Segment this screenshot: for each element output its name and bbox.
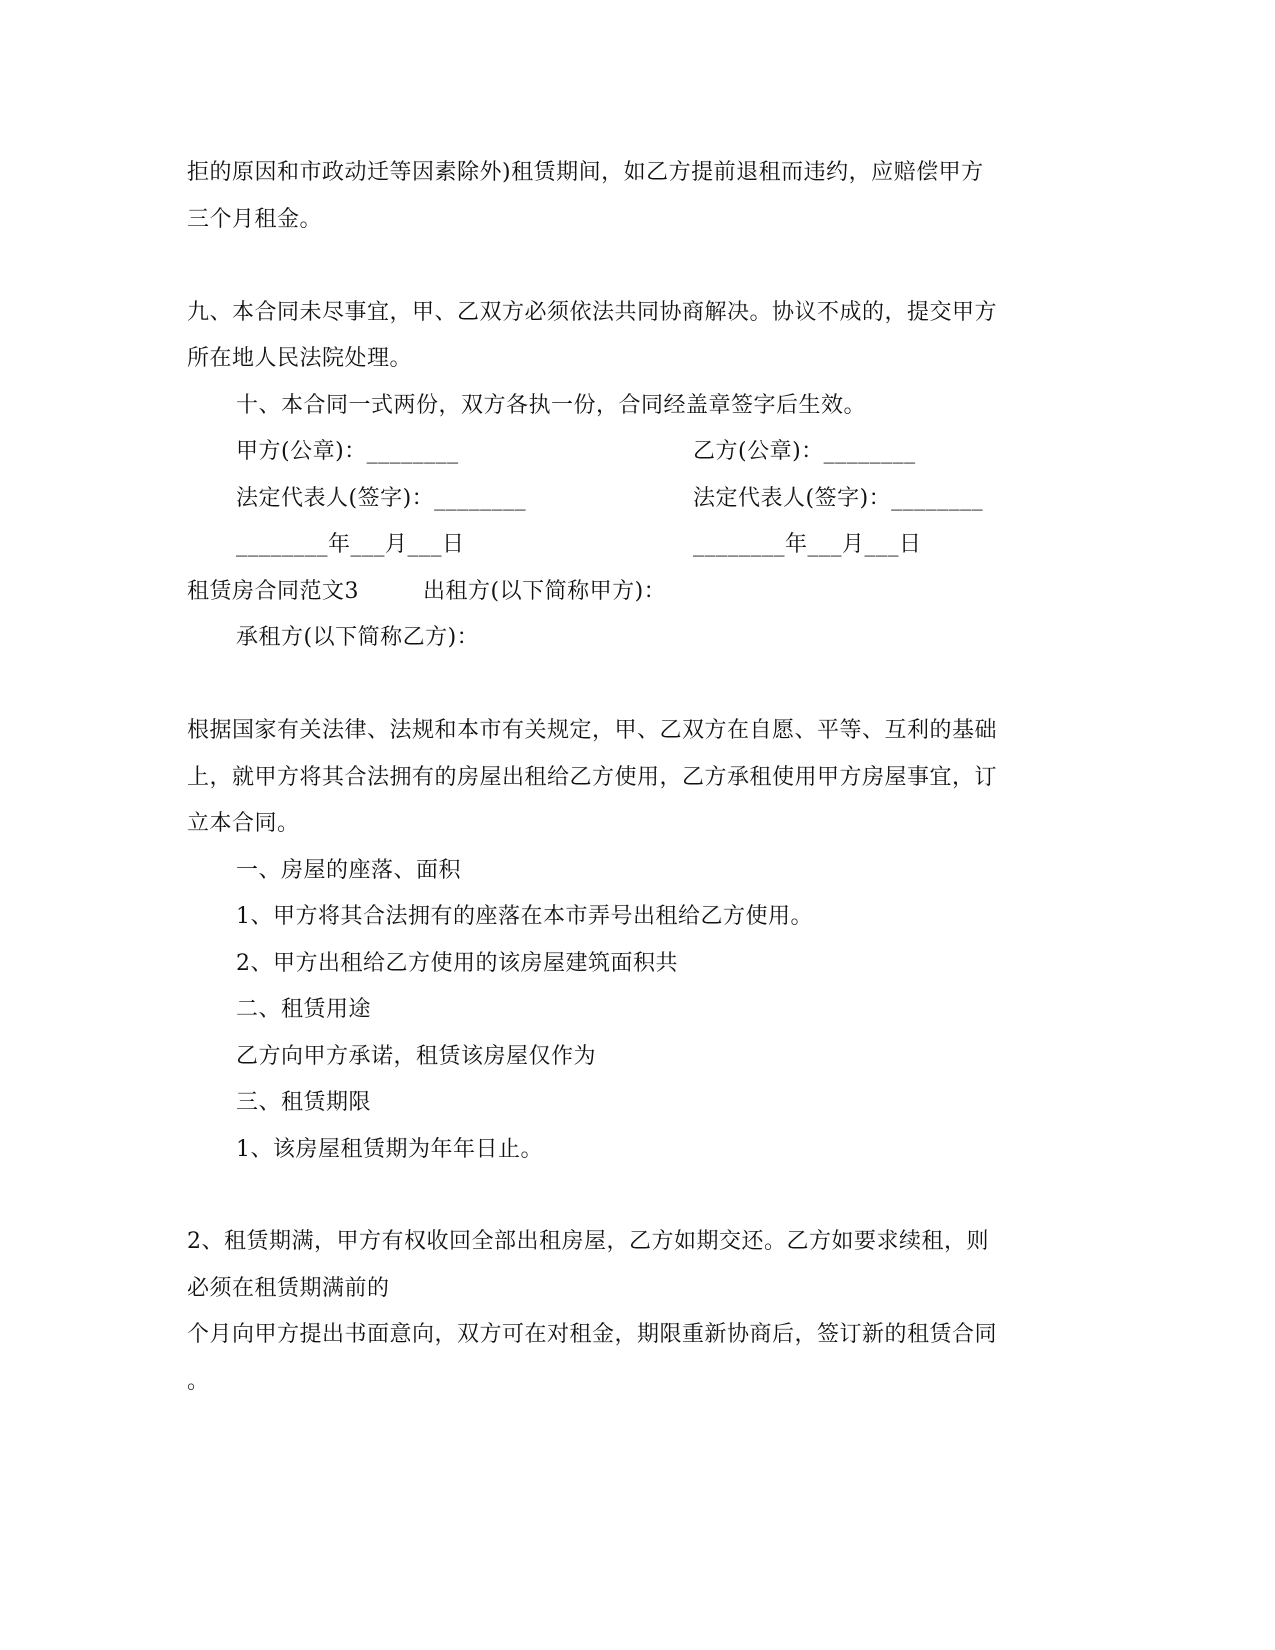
section-1-item-1: 1、甲方将其合法拥有的座落在本市弄号出租给乙方使用。 — [236, 904, 813, 929]
lessor-line: 出租方(以下简称甲方)： — [423, 579, 667, 604]
party-a-representative: 法定代表人(签字)：________ — [236, 486, 527, 511]
template-3-title: 租赁房合同范文3 — [187, 579, 359, 604]
section-1-item-2: 2、甲方出租给乙方使用的该房屋建筑面积共 — [236, 951, 678, 976]
preamble-line3: 立本合同。 — [187, 811, 300, 836]
party-b-date: ________年___月___日 — [693, 532, 922, 557]
party-a-seal: 甲方(公章)：________ — [236, 439, 459, 464]
section-3-item-2-line1: 2、租赁期满，甲方有权收回全部出租房屋，乙方如期交还。乙方如要求续租，则 — [187, 1229, 989, 1254]
clause-9-line1: 九、本合同未尽事宜，甲、乙双方必须依法共同协商解决。协议不成的，提交甲方 — [187, 300, 998, 325]
party-b-seal: 乙方(公章)：________ — [693, 439, 916, 464]
section-3-item-2-line3: 个月向甲方提出书面意向，双方可在对租金，期限重新协商后，签订新的租赁合同 — [187, 1322, 998, 1347]
paragraph-8-tail-line1: 拒的原因和市政动迁等因素除外)租赁期间，如乙方提前退租而违约，应赔偿甲方 — [187, 160, 984, 185]
clause-9-line2: 所在地人民法院处理。 — [187, 346, 413, 371]
section-2-text: 乙方向甲方承诺，租赁该房屋仅作为 — [236, 1044, 597, 1069]
section-1-heading: 一、房屋的座落、面积 — [236, 858, 462, 883]
party-b-representative: 法定代表人(签字)：________ — [693, 486, 984, 511]
section-3-heading: 三、租赁期限 — [236, 1090, 372, 1115]
section-3-item-2-line4: 。 — [187, 1369, 210, 1394]
preamble-line2: 上，就甲方将其合法拥有的房屋出租给乙方使用，乙方承租使用甲方房屋事宜，订 — [187, 765, 998, 790]
section-2-heading: 二、租赁用途 — [236, 997, 372, 1022]
lessee-line: 承租方(以下简称乙方)： — [236, 625, 480, 650]
section-3-item-2-line2: 必须在租赁期满前的 — [187, 1276, 390, 1301]
paragraph-8-tail-line2: 三个月租金。 — [187, 207, 323, 232]
preamble-line1: 根据国家有关法律、法规和本市有关规定，甲、乙双方在自愿、平等、互利的基础 — [187, 718, 998, 743]
section-3-item-1: 1、该房屋租赁期为年年日止。 — [236, 1137, 543, 1162]
clause-10: 十、本合同一式两份，双方各执一份，合同经盖章签字后生效。 — [236, 393, 867, 418]
party-a-date: ________年___月___日 — [236, 532, 465, 557]
